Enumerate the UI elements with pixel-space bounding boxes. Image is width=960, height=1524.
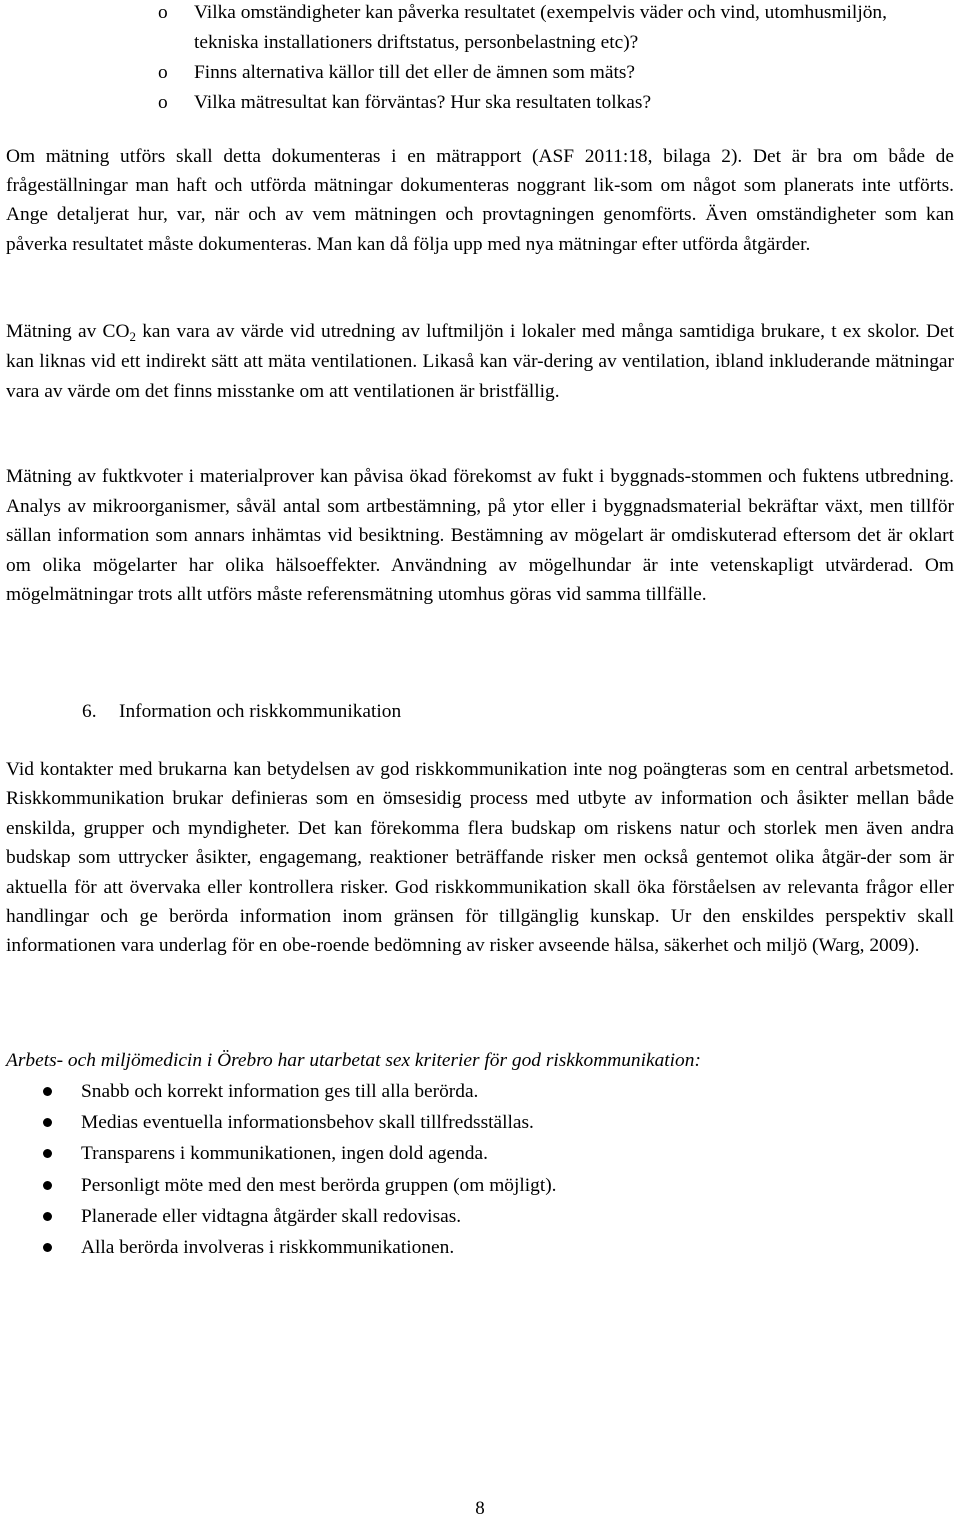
bullet-icon [43,1181,52,1190]
section-number: 6. [82,701,97,722]
list-item [6,88,956,118]
list-item-text: Transparens i kommunikationen, ingen dold agenda. [81,1143,488,1165]
list-item-text: Medias eventuella informationsbehov skall tillfredsställas. [81,1112,534,1134]
paragraph-co2 [6,317,954,406]
list-item [6,1232,954,1263]
list-item [6,1170,954,1201]
list-marker: o [158,62,168,83]
list-item-text: Vilka mätresultat kan förväntas? Hur ska resultaten tolkas? [194,92,652,113]
list-item-text: Vilka omständigheter kan påverka resultatet (exempelvis väder och vind, utomhusmiljön, tekniska installationers driftstatus, personbelastning etc)? [194,2,887,53]
section-title: Information och riskkommunikation [119,701,402,722]
bullet-icon [43,1212,52,1221]
question-sublist [6,0,956,118]
page-number: 8 [475,1498,485,1519]
list-item-text: Snabb och korrekt information ges till alla berörda. [81,1081,479,1102]
co2-prefix: Mätning av CO [6,321,130,342]
list-item [6,1107,954,1138]
bullet-icon [43,1087,52,1096]
list-item-text: Alla berörda involveras i riskkommunikationen. [81,1237,455,1259]
list-item-text: Personligt möte med den mest berörda gruppen (om möjligt). [81,1174,557,1196]
criteria-intro: Arbets- och miljömedicin i Örebro har utarbetat sex kriterier för god riskkommunikation: [6,1050,701,1071]
bullet-icon [43,1149,52,1158]
list-item-text: Planerade eller vidtagna åtgärder skall redovisas. [81,1205,462,1227]
list-item [6,1076,954,1107]
list-item [6,0,956,58]
list-marker: o [158,92,168,113]
list-item-text: Finns alternativa källor till det eller de ämnen som mäts? [194,62,636,83]
paragraph-communication: Vid kontakter med brukarna kan betydelsen av god riskkommunikation inte nog poängteras som en central arbetsmetod. Riskkommunikation brukar definieras som en ömsesidig process med utbyte av information och åsikter mellan både enskilda, grupper och myndigheter. Det kan förekomma flera budskap om riskens natur och storlek men även andra budskap som uttrycker åsikter, engagemang, reaktioner beträffande risker men också gentemot olika åtgär-der som är aktuella för att övervaka eller kontrollera risker. God riskkommunikation skall öka förståelsen av relevanta frågor eller handlingar och ge berörda information inom gränsen för tillgänglig kunskap. Ur den enskildes perspektiv skall informationen vara underlag för en obe-roende bedömning av risker avseende hälsa, säkerhet och miljö (Warg, 2009). [6,759,954,957]
co2-rest: kan vara av värde vid utredning av luftmiljön i lokaler med många samtidiga brukare, t ex skolor. Det kan liknas vid ett indirekt sätt att mäta ventilationen. Likaså kan vär-dering av ventilation, ibland inkluderande mätningar vara av värde om det finns misstanke om att ventilationen är bristfällig. [6,321,954,402]
list-item [6,58,956,88]
section-heading [82,697,401,727]
co2-subscript: 2 [129,329,136,344]
list-item [6,1138,954,1169]
criteria-list [6,1076,954,1263]
list-marker: o [158,2,168,23]
bullet-icon [43,1243,52,1252]
paragraph-moisture: Mätning av fuktkvoter i materialprover kan påvisa ökad förekomst av fukt i byggnads-stommen och fuktens utbredning. Analys av mikroorganismer, såväl antal som artbestämning, på ytor eller i byggnadsmaterial bekräftar växt, men tillför sällan information som annars inhämtas vid besiktning. Bestämning av mögelart är omdiskuterad eftersom det är oklart om olika mögelarter har olika hälsoeffekter. Användning av mögelhundar är inte vetenskapligt utvärderad. Om mögelmätningar trots allt utförs måste referensmätning utomhus göras vid samma tillfälle. [6,466,954,606]
paragraph-documentation: Om mätning utförs skall detta dokumenteras i en mätrapport (ASF 2011:18, bilaga 2). Det är bra om både de frågeställningar man haft och utförda mätningar dokumenteras noggrant lik-som om något som planerats inte utförts. Ange detaljerat hur, var, när och av vem mätningen och provtagningen genomförts. Även omständigheter som kan påverka resultatet måste dokumenteras. Man kan då följa upp med nya mätningar efter utförda åtgärder. [6,146,954,255]
list-item [6,1201,954,1232]
bullet-icon [43,1118,52,1127]
